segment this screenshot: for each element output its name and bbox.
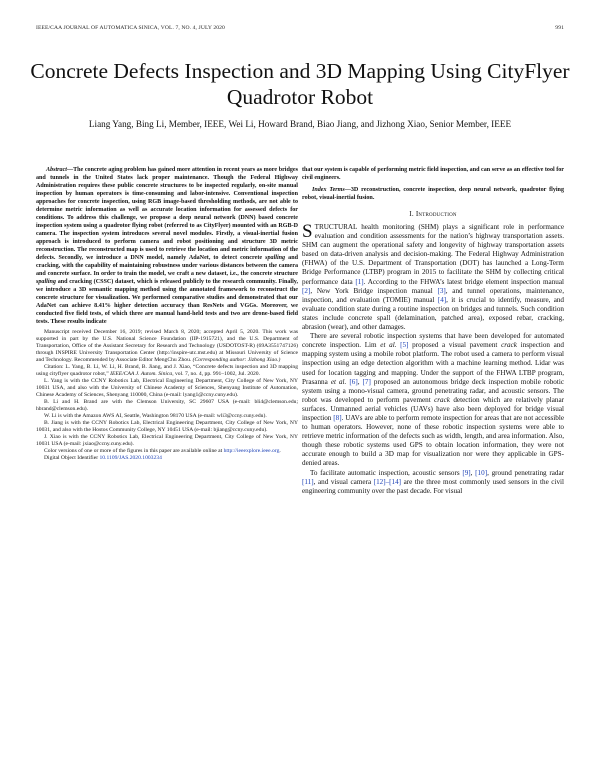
ieeexplore-link[interactable]: http://ieeexplore.ieee.org <box>223 448 280 454</box>
p2-text-a: There are several robotic inspection systems that have been developed for automated concrete inspection. Lim <box>302 332 564 350</box>
intro-paragraph-1 <box>302 223 564 332</box>
p2-text-f: , <box>357 377 363 386</box>
p1-text-c: , New York Bridge inspection manual <box>310 286 438 295</box>
footnote-color <box>36 448 298 455</box>
p2-etal-2: et al. <box>330 377 347 386</box>
abstract-text-3: and cracking (CSSC) dataset, which is released publicly to the research community. Finally, we introduce a 3D semantic mapping method using the annotated framework to reconstruct the concrete structure for visualization. We performed comparative studies and demonstrated that our AdaNet can achieve 8.41% higher detection accuracy than ResNets and VGGs. Moreover, we conducted five field tests, of which three are manual hand-held tests and two are drone-based field tests. These results indicate <box>36 279 298 325</box>
index-terms-label: Index Terms <box>312 187 345 193</box>
ref-10[interactable]: [10] <box>475 468 488 477</box>
paper-title: Concrete Defects Inspection and 3D Mapping Using CityFlyer Quadrotor Robot <box>30 59 570 109</box>
running-header <box>36 25 564 35</box>
citation-journal: IEEE/CAA J. Autom. Sinica <box>110 371 173 377</box>
footnote-li-brand: B. Li and H. Brand are with the Clemson University, SC 29607 USA (e-mail: bli4@clemson.edu; hbrand@clemson.edu). <box>36 399 298 412</box>
ref-1[interactable]: [1] <box>355 277 364 286</box>
p2-text-c: proposed a visual pavement <box>408 341 502 350</box>
footnote-citation <box>36 364 298 378</box>
ref-2[interactable]: [2] <box>302 286 311 295</box>
doi-label: Digital Object Identifier <box>44 455 100 461</box>
abstract-em-1: spalling <box>265 255 286 261</box>
journal-header: IEEE/CAA JOURNAL OF AUTOMATICA SINICA, VOL. 7, NO. 4, JULY 2020 <box>36 25 225 31</box>
ref-5[interactable]: [5] <box>400 341 409 350</box>
index-terms <box>302 186 564 202</box>
left-column <box>36 166 298 462</box>
intro-paragraph-2 <box>302 332 564 468</box>
p2-text-d: inspection and mapping system using a mobile robot platform. The robot used a camera to perform visual inspection using an edge detection algorithm with a machine learning method. Lidar was used for location tagging and mapping. Under the support of the FHWA LTBP program, Prasanna <box>302 341 564 386</box>
p3-text-e: are the three most commonly used sensors in the civil engineering community over the past decade. For visual <box>302 477 564 495</box>
citation-text-2: , vol. 7, no. 4, pp. 991–1002, Jul. 2020. <box>172 371 260 377</box>
p2-text-g: proposed an autonomous bridge deck inspection mobile robotic system using a mono-visual camera, ground penetrating radar, and acoustic sensors. The robot was developed to perform pavement <box>302 377 564 404</box>
abstract-text-1: —The concrete aging problem has gained more attention in recent years as more bridges and tunnels in the United States lack proper maintenance. Though the Federal Highway Administration requires these public concrete structures to be inspected regularly, on-site manual inspection by human operators is time-consuming and labor-intensive. Conventional inspection approaches for concrete inspection, using RGB image-based thresholding methods, are not able to determine metric information as well as accurate location information for assessed defects for conditions. To address this challenge, we propose a deep neural network (DNN) based concrete inspection system using a quadrotor flying robot (referred to as CityFlyer) mounted with an RGB-D camera. The inspection system introduces several novel modules. Firstly, a visual-inertial fusion approach is introduced to perform camera and robot positioning and structure 3D metric reconstruction. The reconstructed map is used to retrieve the location and metric information of the defects. Secondly, we introduce a DNN model, namely AdaNet, to detect concrete <box>36 167 298 261</box>
ref-12-14[interactable]: [12]–[14] <box>373 477 402 486</box>
p2-text-h: detection which are relatively planar surfaces. Unmanned aerial vehicles (UAVs) have also been deployed for bridge visual inspection <box>302 395 564 422</box>
footnote-corresponding: (Corresponding author: Jizhong Xiao.) <box>192 357 281 363</box>
footnotes <box>36 329 298 462</box>
ref-11[interactable]: [11] <box>302 477 314 486</box>
abstract <box>36 166 298 326</box>
ref-4[interactable]: [4] <box>437 295 447 304</box>
p1-text-d: , and tunnel operations, maintenance, inspection, and evaluation (TOMIE) manual <box>302 286 564 304</box>
ref-3[interactable]: [3] <box>437 286 446 295</box>
footnote-received-text: Manuscript received December 16, 2019; revised March 8, 2020; accepted April 5, 2020. This work was supported in part by the U.S. National Science Foundation (IIP-1915721), and the U.S. Department of Transportation, Office of the Assistant Secretary for Research and Technology (USDOTOST-R) (69A3551747126) through INSPIRE University Transportation Center (http://inspire-utc.mst.edu) at Missouri University of Science and Technology. Recommended by Associate Editor MengChu Zhou. <box>36 329 298 363</box>
ref-7[interactable]: [7] <box>362 377 371 386</box>
index-terms-text: —3D reconstruction, concrete inspection, deep neural network, quadrotor flying robot, visual-inertial fusion. <box>302 187 564 201</box>
doi-link[interactable]: 10.1109/JAS.2020.1003234 <box>99 455 162 461</box>
p1-text-e: , it is crucial to identify, measure, and evaluate condition state during a routine inspection on bridges and tunnels. Such condition states include concrete spall (delamination, patched area), exposed rebar, cracking, abrasion (wear), and other damages. <box>302 295 564 332</box>
footnote-jiang: B. Jiang is with the CCNY Robotics Lab, Electrical Engineering Department, City College of New York, NY 10031, and also with the Hostos Community College, NY 10451 USA (e-mail: bjiang@ccny.cuny.edu). <box>36 420 298 433</box>
footnote-received <box>36 329 298 364</box>
footnote-xiao: J. Xiao is with the CCNY Robotics Lab, Electrical Engineering Department, City College of New York, NY 10031 USA (e-mail: jxiao@ccny.cuny.edu). <box>36 434 298 447</box>
ref-6[interactable]: [6] <box>349 377 358 386</box>
p3-text-a: To facilitate automatic inspection, acoustic sensors <box>310 468 463 477</box>
section-heading-introduction: I. Introduction <box>409 210 457 218</box>
abstract-em-2: spalling <box>36 279 56 285</box>
footnote-color-text: Color versions of one or more of the figures in this paper are available online at <box>44 448 224 454</box>
abstract-label: Abstract <box>46 167 67 173</box>
abstract-continuation: that our system is capable of performing metric field inspection, and can serve as an effective tool for civil engineers. <box>302 167 564 181</box>
right-column <box>302 166 564 496</box>
footnote-wli: W. Li is with the Amazon AWS AI, Seattle, Washington 98170 USA (e-mail: wli3@ccny.cuny.edu). <box>44 413 267 419</box>
p2-crack-2: crack <box>434 395 450 404</box>
ref-9[interactable]: [9] <box>462 468 471 477</box>
citation-text-1: Citation: L. Yang, B. Li, W. Li, H. Brand, B. Jiang, and J. Xiao, “Concrete defects inspection and 3D mapping using cityflyer quadrotor robot,” <box>36 364 298 377</box>
p1-text-a: TRUCTURAL health monitoring (SHM) plays a significant role in performance evaluation and condition assessments for the nation’s highway transportation assets. SHM can augment the operational safety and longevity of highway transportation assets based on data-driven analysis and decision-making. The Federal Highway Administration (FHWA) of the U.S. Department of Transportation (DOT) has launched a Long-Term Bridge Performance (LTBP) program in 2015 to facilitate the SHM by collecting critical performance data <box>302 223 564 286</box>
ref-8[interactable]: [8] <box>333 413 342 422</box>
p3-text-c: , ground penetrating radar <box>487 468 564 477</box>
footnote-color-end: . <box>279 448 281 454</box>
page-number: 991 <box>555 25 564 31</box>
dropcap-letter: S <box>302 221 313 242</box>
footnote-yang: L. Yang is with the CCNY Robotics Lab, Electrical Engineering Department, City College of New York, NY 10031 USA, and also with the University of Chinese Academy of Sciences, Shenyang Institute of Automation, Chinese Academy of Sciences, Shenyang 110000, China (e-mail: lyang1@ccny.cuny.edu). <box>36 378 298 398</box>
intro-paragraph-3 <box>302 469 564 496</box>
p2-etal: et al. <box>380 341 397 350</box>
footnote-doi <box>36 455 298 462</box>
p2-text-i: . UAVs are able to perform remote inspection for areas that are not accessible to human operators. However, none of these robotic inspection systems were able to retrieve metric information of the defects such as width, length, and area information. Also, though these robotic systems used GPS to obtain location information, they were not accurate enough to build a 3D map for visualization nor were they applicable in GPS-denied areas. <box>302 413 565 468</box>
p2-crack: crack <box>501 341 517 350</box>
p3-text-b: , <box>470 468 476 477</box>
abstract-text-2: and cracking, with the capability of maintaining robustness under various distances between the camera and concrete surface. In order to train the model, we craft a new dataset, i.e., the concrete structure <box>36 255 298 277</box>
author-list: Liang Yang, Bing Li, Member, IEEE, Wei Li, Howard Brand, Biao Jiang, and Jizhong Xiao, Senior Member, IEEE <box>88 119 512 129</box>
p1-text-b: . According to the FHWA’s latest bridge element inspection manual <box>363 277 565 286</box>
p3-text-d: , and visual camera <box>313 477 374 486</box>
